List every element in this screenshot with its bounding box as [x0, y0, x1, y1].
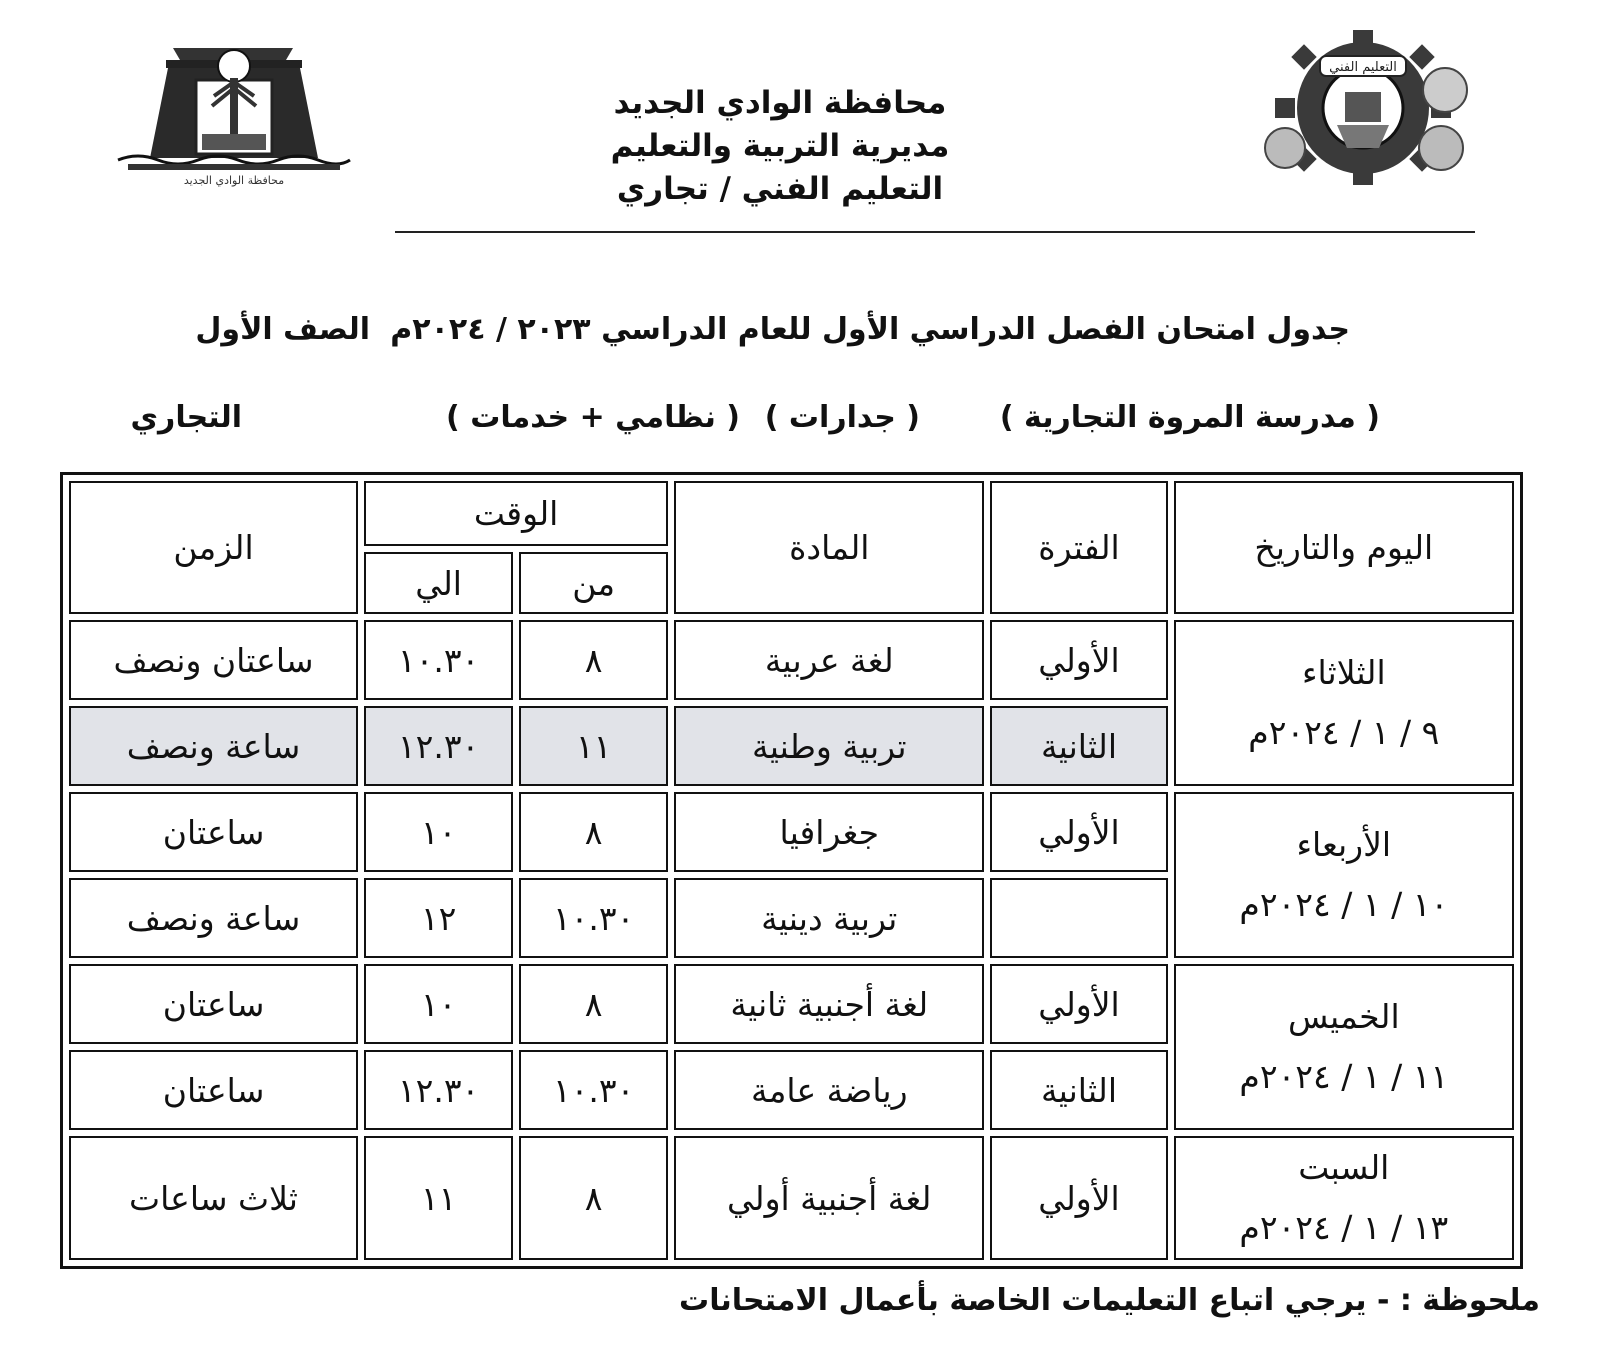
study-type: ( نظامي + خدمات )	[446, 400, 740, 435]
exam-date: ١٠ / ١ / ٢٠٢٤م	[1239, 885, 1449, 924]
subject-cell: لغة عربية	[674, 620, 984, 700]
duration-cell: ساعة ونصف	[69, 878, 358, 958]
duration-cell: ساعتان	[69, 964, 358, 1044]
day-date-cell	[1174, 792, 1514, 958]
from-cell: ١٠.٣٠	[519, 1050, 668, 1130]
exam-date: ١٣ / ١ / ٢٠٢٤م	[1239, 1208, 1449, 1247]
from-cell: ١١	[519, 706, 668, 786]
header-duration: الزمن	[69, 481, 358, 614]
governorate-logo-caption: محافظة الوادي الجديد	[183, 174, 285, 187]
to-cell: ١٢.٣٠	[364, 1050, 513, 1130]
subject-cell: جغرافيا	[674, 792, 984, 872]
to-cell: ١١	[364, 1136, 513, 1260]
governorate-logo	[118, 38, 350, 188]
period-cell	[990, 878, 1167, 958]
table-row	[69, 792, 1514, 872]
directorate-name: مديرية التربية والتعليم	[610, 128, 950, 164]
header-to: الي	[364, 552, 513, 614]
technical-education-logo-caption: التعليم الفني	[1329, 60, 1397, 75]
subject-cell: تربية دينية	[674, 878, 984, 958]
governorate-name: محافظة الوادي الجديد	[613, 85, 947, 121]
day-date-cell	[1174, 620, 1514, 786]
subject-cell: تربية وطنية	[674, 706, 984, 786]
table-row	[69, 620, 1514, 700]
exam-schedule-table	[60, 472, 1523, 1269]
technical-education-logo	[1245, 30, 1480, 185]
day-date-cell	[1174, 1136, 1514, 1260]
period-cell: الثانية	[990, 1050, 1167, 1130]
exam-date: ١١ / ١ / ٢٠٢٤م	[1239, 1057, 1449, 1096]
grade-label: الصف الأول	[195, 312, 370, 347]
table-header-row	[69, 481, 1514, 546]
period-cell: الأولي	[990, 792, 1167, 872]
header-block	[560, 82, 1000, 211]
to-cell: ١٠	[364, 792, 513, 872]
period-cell: الأولي	[990, 964, 1167, 1044]
exam-date: ٩ / ١ / ٢٠٢٤م	[1248, 713, 1440, 752]
header-day-date: اليوم والتاريخ	[1174, 481, 1514, 614]
header-from: من	[519, 552, 668, 614]
day-name: الأربعاء	[1296, 825, 1392, 864]
duration-cell: ساعتان	[69, 1050, 358, 1130]
schedule-title: جدول امتحان الفصل الدراسي الأول للعام الدراسي ٢٠٢٣ / ٢٠٢٤م	[390, 312, 1350, 347]
day-name: السبت	[1298, 1148, 1390, 1187]
header-period: الفترة	[990, 481, 1167, 614]
duration-cell: ساعتان ونصف	[69, 620, 358, 700]
from-cell: ١٠.٣٠	[519, 878, 668, 958]
department-name: التعليم الفني / تجاري	[616, 171, 944, 207]
duration-cell: ساعة ونصف	[69, 706, 358, 786]
period-cell: الأولي	[990, 1136, 1167, 1260]
header-divider	[395, 231, 1475, 233]
duration-cell: ساعتان	[69, 792, 358, 872]
table-row	[69, 964, 1514, 1044]
header-subject: المادة	[674, 481, 984, 614]
table-row	[69, 1136, 1514, 1260]
day-name: الخميس	[1287, 997, 1400, 1036]
subject-cell: لغة أجنبية ثانية	[674, 964, 984, 1044]
duration-cell: ثلاث ساعات	[69, 1136, 358, 1260]
footer-note: ملحوظة : - يرجي اتباع التعليمات الخاصة بأعمال الامتحانات	[679, 1283, 1540, 1318]
from-cell: ٨	[519, 1136, 668, 1260]
school-name: ( مدرسة المروة التجارية )	[999, 400, 1380, 435]
day-date-cell	[1174, 964, 1514, 1130]
header-time: الوقت	[364, 481, 668, 546]
school-location: ( جدارات )	[764, 400, 920, 435]
branch-name: التجاري	[130, 400, 242, 435]
subject-cell: رياضة عامة	[674, 1050, 984, 1130]
subject-cell: لغة أجنبية أولي	[674, 1136, 984, 1260]
from-cell: ٨	[519, 964, 668, 1044]
to-cell: ١٠.٣٠	[364, 620, 513, 700]
to-cell: ١٢.٣٠	[364, 706, 513, 786]
from-cell: ٨	[519, 792, 668, 872]
day-name: الثلاثاء	[1301, 653, 1386, 692]
period-cell: الثانية	[990, 706, 1167, 786]
period-cell: الأولي	[990, 620, 1167, 700]
from-cell: ٨	[519, 620, 668, 700]
to-cell: ١٠	[364, 964, 513, 1044]
to-cell: ١٢	[364, 878, 513, 958]
